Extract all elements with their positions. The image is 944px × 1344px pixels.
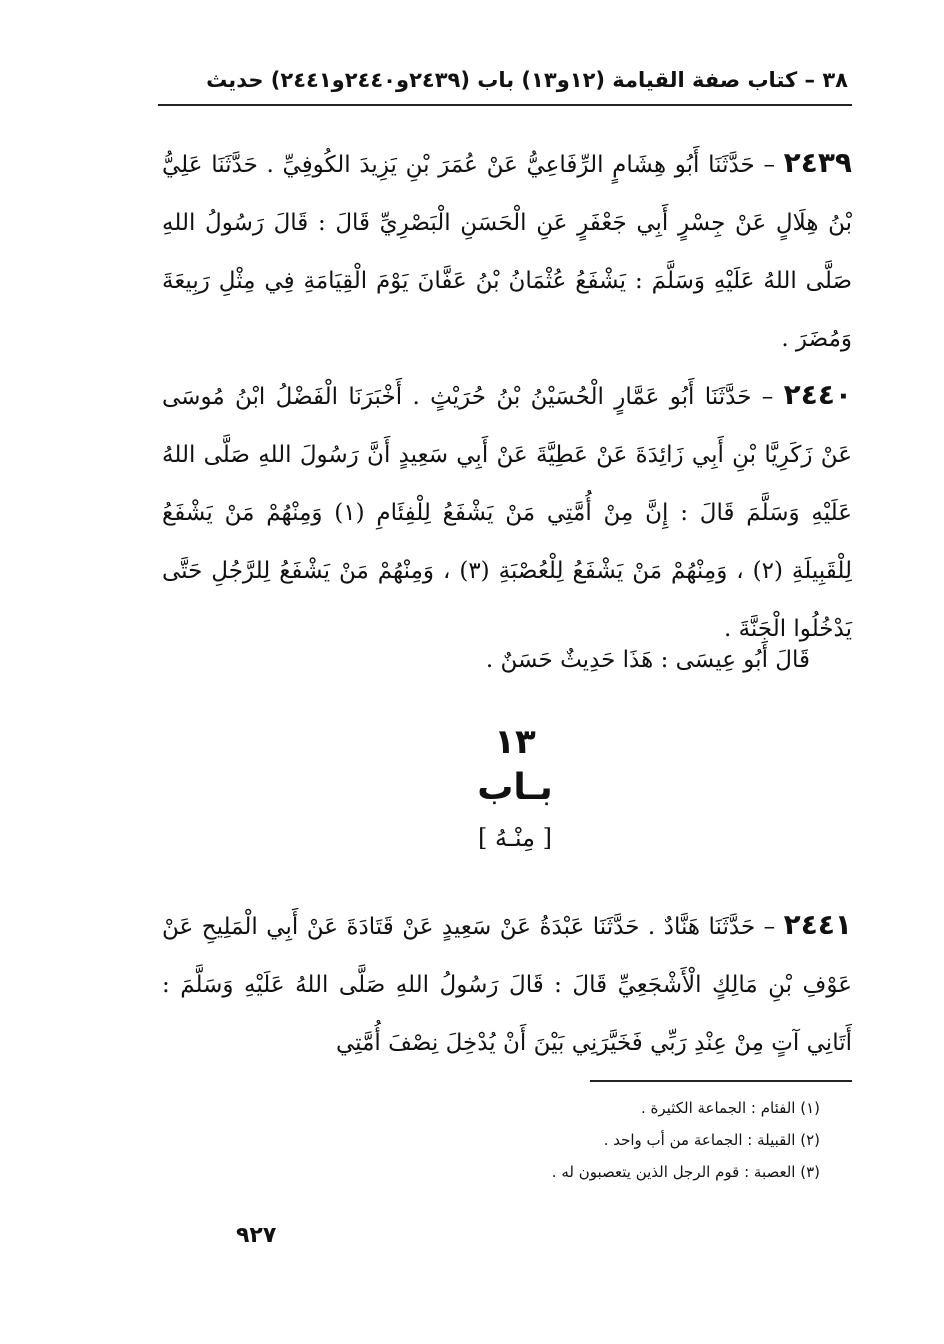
page-number: ٩٢٧ [236, 1223, 277, 1248]
hadith-number: ٢٤٤٠ [783, 378, 853, 411]
hadith-2440 [162, 366, 852, 658]
footnote-item: (١) الفئام : الجماعة الكثيرة . [640, 1099, 820, 1117]
chapter-heading: بـاب [477, 767, 553, 808]
chapter-subtitle: [ مِنْـهُ ] [478, 824, 552, 852]
hadith-paragraph [162, 366, 852, 658]
hadith-2441 [162, 896, 852, 1072]
header-divider [158, 104, 852, 106]
hadith-2439 [162, 134, 852, 368]
hadith-number: ٢٤٤١ [783, 908, 853, 941]
hadith-number: ٢٤٣٩ [783, 146, 852, 179]
abu-isa-comment: قَالَ أَبُو عِيسَى : هَذَا حَدِيثٌ حَسَنٌ . [485, 647, 810, 673]
running-head: ٣٨ – كتاب صفة القيامة (١٢و١٣) باب (٢٤٣٩و٢٤٤٠و٢٤٤١) حديث [206, 68, 848, 92]
hadith-text: – حَدَّثَنَا أَبُو هِشَامٍ الرِّفَاعِيُّ عَنْ عُمَرَ بْنِ يَزِيدَ الكُوفِيِّ . حَدَّثَنَا عَلِيُّ بْنُ هِلَالٍ عَنْ جِسْرٍ أَبِي جَعْفَرٍ عَنِ الْحَسَنِ الْبَصْرِيِّ قَالَ : قَالَ رَسُولُ اللهِ صَلَّى اللهُ عَلَيْهِ وَسَلَّمَ : يَشْفَعُ عُثْمَانُ بْنُ عَفَّانَ يَوْمَ الْقِيَامَةِ فِي مِثْلِ رَبِيعَةَ وَمُضَرَ . [162, 152, 852, 352]
chapter-number: ١٣ [494, 722, 536, 762]
footnote-item: (٣) العصبة : قوم الرجل الذين يتعصبون له . [551, 1163, 820, 1181]
hadith-text: – حَدَّثَنَا هَنَّادٌ . حَدَّثَنَا عَبْدَةُ عَنْ سَعِيدٍ عَنْ قَتَادَةَ عَنْ أَبِي الْمَلِيحِ عَنْ عَوْفِ بْنِ مَالِكٍ الْأَشْجَعِيِّ قَالَ : قَالَ رَسُولُ اللهِ صَلَّى اللهُ عَلَيْهِ وَسَلَّمَ : أَتَانِي آتٍ مِنْ عِنْدِ رَبِّي فَخَيَّرَنِي بَيْنَ أَنْ يُدْخِلَ نِصْفَ أُمَّتِي [162, 914, 852, 1056]
footnote-divider [590, 1080, 852, 1082]
footnote-item: (٢) القبيلة : الجماعة من أب واحد . [603, 1131, 820, 1149]
hadith-text: – حَدَّثَنَا أَبُو عَمَّارٍ الْحُسَيْنُ بْنُ حُرَيْثٍ . أَخْبَرَنَا الْفَضْلُ ابْنُ مُوسَى عَنْ زَكَرِيَّا بْنِ أَبِي زَائِدَةَ عَنْ عَطِيَّةَ عَنْ أَبِي سَعِيدٍ أَنَّ رَسُولَ اللهِ صَلَّى اللهُ عَلَيْهِ وَسَلَّمَ قَالَ : إِنَّ مِنْ أُمَّتِي مَنْ يَشْفَعُ لِلْفِئَامِ (١) وَمِنْهُمْ مَنْ يَشْفَعُ لِلْقَبِيلَةِ (٢) ، وَمِنْهُمْ مَنْ يَشْفَعُ لِلْعُصْبَةِ (٣) ، وَمِنْهُمْ مَنْ يَشْفَعُ لِلرَّجُلِ حَتَّى يَدْخُلُوا الْجَنَّةَ . [162, 384, 852, 642]
hadith-paragraph [162, 134, 852, 368]
hadith-paragraph [162, 896, 852, 1072]
footnotes [380, 1092, 820, 1188]
